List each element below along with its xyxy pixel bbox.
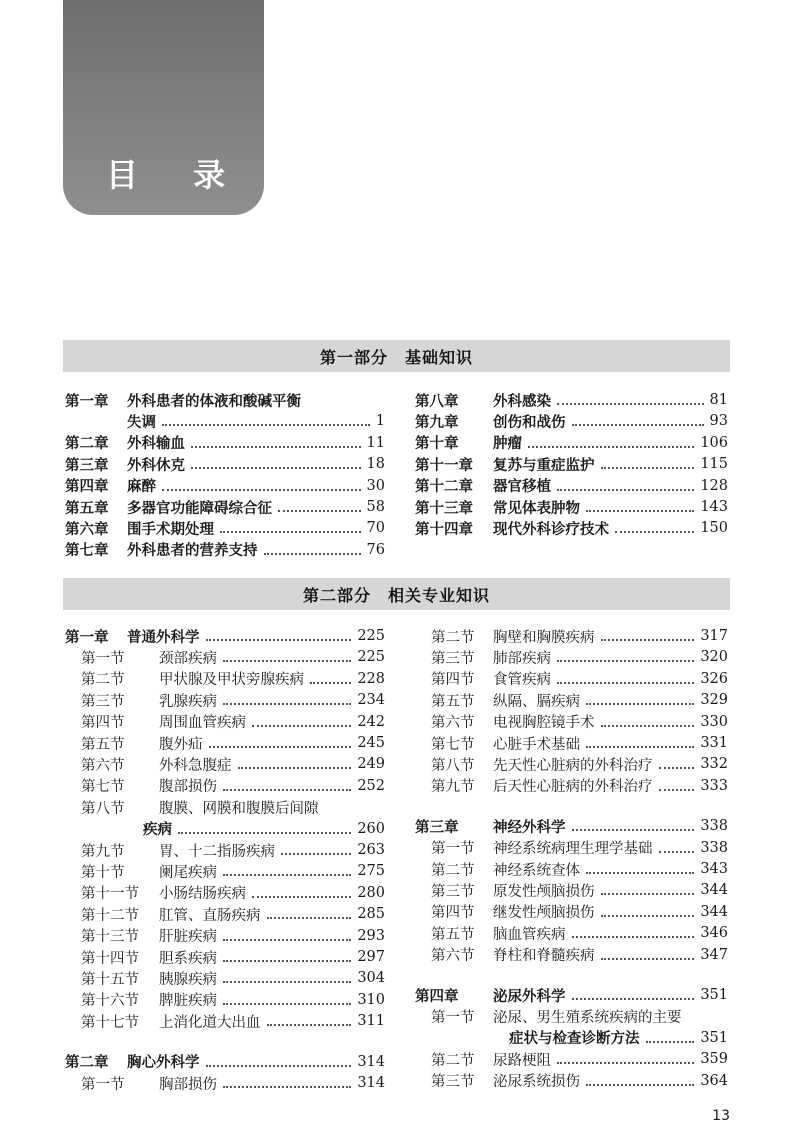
toc-entry-label: 第八节 (431, 757, 475, 774)
toc-entry (415, 517, 728, 539)
toc-entry-title: 小肠结肠疾病 (159, 886, 246, 903)
toc-entry-page: 285 (357, 906, 385, 923)
toc-entry-label: 第十四节 (81, 950, 139, 967)
toc-leader-dots (659, 767, 695, 769)
toc-entry (431, 775, 728, 797)
toc-entry-label: 第七节 (81, 779, 125, 796)
toc-entry (81, 753, 385, 775)
toc-entry-page: 115 (700, 456, 728, 473)
toc-entry (65, 539, 385, 561)
toc-entry (415, 410, 728, 432)
toc-leader-dots (601, 639, 695, 641)
toc-leader-dots (646, 1041, 695, 1043)
toc-leader-dots (223, 874, 351, 876)
toc-leader-dots (586, 510, 694, 512)
toc-leader-dots (267, 1024, 352, 1026)
toc-entry-label: 第五章 (65, 500, 109, 517)
toc-entry-page: 263 (357, 842, 385, 858)
toc-leader-dots (557, 1062, 694, 1064)
toc-entry-title: 胸心外科学 (127, 1055, 200, 1072)
toc-entry-label: 第十三章 (415, 500, 473, 517)
toc-leader-dots (162, 424, 370, 426)
toc-entry (65, 625, 385, 647)
toc-entry-title: 尿路梗阻 (493, 1052, 551, 1069)
toc-entry-title: 肛管、直肠疾病 (159, 907, 261, 924)
toc-leader-dots (162, 489, 361, 491)
toc-entry-label: 第三章 (65, 457, 109, 474)
toc-entry-label: 第一章 (65, 393, 109, 410)
toc-entry-page: 234 (357, 692, 385, 709)
toc-entry (431, 668, 728, 690)
toc-entry-label: 第一节 (81, 650, 125, 667)
toc-entry-page: 242 (357, 713, 385, 730)
toc-entry-label: 第六节 (81, 757, 125, 774)
toc-entry-label: 第十节 (81, 864, 125, 881)
toc-entry-page: 331 (700, 735, 728, 751)
toc-entry-title: 外科患者的营养支持 (127, 543, 258, 560)
toc-entry-title: 神经外科学 (493, 819, 566, 836)
toc-entry-page: 314 (357, 1075, 385, 1091)
toc-leader-dots (572, 424, 704, 426)
toc-entry-title: 继发性颅脑损伤 (493, 905, 595, 922)
toc-entry (431, 753, 728, 775)
toc-entry-label: 第四节 (431, 672, 475, 689)
toc-entry (65, 1051, 385, 1073)
toc-leader-dots (586, 872, 694, 874)
toc-entry-title: 肝脏疾病 (159, 929, 217, 946)
toc-entry-page: 332 (700, 756, 728, 773)
toc-entry-page: 343 (700, 861, 728, 877)
toc-entry (431, 901, 728, 923)
toc-entry (81, 711, 385, 733)
toc-entry-title: 围手术期处理 (127, 521, 214, 538)
toc-entry-label: 第三章 (415, 819, 459, 836)
toc-leader-dots (223, 960, 351, 962)
toc-entry-title: 外科急腹症 (159, 757, 232, 774)
toc-entry (65, 389, 385, 411)
toc-entry-title: 乳腺疾病 (159, 693, 217, 710)
toc-entry-page: 293 (357, 927, 385, 944)
toc-entry-title: 器官移植 (493, 479, 551, 496)
toc-entry (65, 410, 385, 432)
toc-entry-label: 第一章 (65, 629, 109, 646)
toc-leader-dots (281, 853, 351, 855)
toc-entry (431, 1048, 728, 1070)
toc-entry-title: 外科输血 (127, 436, 185, 453)
toc-leader-dots (220, 531, 361, 533)
toc-leader-dots (615, 531, 694, 533)
toc-entry-page: 150 (700, 520, 728, 537)
toc-entry-page: 314 (357, 1053, 385, 1070)
toc-entry-page: 228 (357, 670, 385, 687)
toc-leader-dots (572, 998, 695, 1000)
toc-entry-page: 280 (357, 884, 385, 901)
toc-entry-page: 249 (357, 756, 385, 773)
toc-entry-label: 第九节 (81, 843, 125, 860)
part-two-header (63, 578, 730, 610)
toc-entry-title: 疾病 (143, 822, 172, 839)
toc-leader-dots (557, 660, 694, 662)
toc-entry-page: 320 (700, 649, 728, 666)
toc-entry (431, 1070, 728, 1092)
toc-entry-title: 外科患者的体液和酸碱平衡 (127, 393, 301, 410)
toc-entry-label: 第二章 (65, 436, 109, 453)
toc-leader-dots (601, 915, 695, 917)
toc-leader-dots (223, 939, 351, 941)
toc-entry-page: 18 (366, 456, 385, 473)
toc-entry-page: 245 (357, 735, 385, 751)
toc-entry (431, 646, 728, 668)
toc-leader-dots (223, 703, 351, 705)
toc-entry-page: 333 (700, 777, 728, 794)
toc-leader-dots (209, 746, 352, 748)
toc-entry-label: 第六节 (431, 948, 475, 965)
toc-leader-dots (586, 703, 694, 705)
toc-entry-label: 第三节 (431, 650, 475, 667)
toc-entry-title: 胆系疾病 (159, 950, 217, 967)
toc-entry-page: 344 (700, 882, 728, 899)
toc-entry (431, 689, 728, 711)
toc-entry (81, 946, 385, 968)
part-one-title: 第一部分 基础知识 (319, 347, 473, 367)
toc-entry (81, 796, 385, 818)
toc-leader-dots (659, 851, 695, 853)
toc-leader-dots (572, 936, 695, 938)
toc-entry-label: 第二节 (431, 862, 475, 879)
toc-entry-title: 纵隔、膈疾病 (493, 693, 580, 710)
toc-entry-title: 脊柱和脊髓疾病 (493, 948, 595, 965)
toc-entry-page: 70 (366, 520, 385, 537)
toc-entry (431, 625, 728, 647)
toc-entry (415, 432, 728, 454)
toc-entry-page: 11 (366, 434, 385, 451)
toc-entry-label: 第十二节 (81, 907, 139, 924)
toc-leader-dots (586, 746, 694, 748)
toc-entry (81, 860, 385, 882)
toc-entry-label: 第三节 (431, 1074, 475, 1091)
toc-entry-page: 347 (700, 946, 728, 963)
toc-entry-label: 第十六节 (81, 993, 139, 1010)
toc-entry-page: 93 (709, 413, 728, 430)
toc-entry-title: 泌尿外科学 (493, 988, 566, 1005)
toc-leader-dots (557, 403, 704, 405)
toc-entry-title: 胰腺疾病 (159, 971, 217, 988)
toc-entry-label: 第六章 (65, 521, 109, 538)
toc-entry-page: 1 (375, 413, 385, 430)
toc-entry-title: 多器官功能障碍综合征 (127, 500, 272, 517)
toc-entry (415, 815, 728, 837)
toc-leader-dots (223, 789, 351, 791)
toc-entry (415, 475, 728, 497)
toc-entry (81, 839, 385, 861)
toc-entry-title: 脾脏疾病 (159, 993, 217, 1010)
toc-entry-title: 甲状腺及甲状旁腺疾病 (159, 672, 304, 689)
toc-entry-label: 第十章 (415, 436, 459, 453)
toc-entry-title: 现代外科诊疗技术 (493, 521, 609, 538)
toc-entry-page: 338 (700, 818, 728, 835)
toc-entry-page: 304 (357, 970, 385, 987)
toc-entry (431, 922, 728, 944)
toc-entry-label: 第十四章 (415, 521, 473, 538)
toc-entry-page: 106 (700, 434, 728, 451)
toc-entry-title: 阑尾疾病 (159, 864, 217, 881)
toc-leader-dots (264, 553, 361, 555)
toc-leader-dots (223, 1086, 351, 1088)
toc-leader-dots (223, 660, 351, 662)
toc-entry-label: 第四章 (415, 988, 459, 1005)
toc-entry-page: 76 (366, 541, 385, 558)
toc-entry-page: 81 (709, 392, 728, 408)
toc-entry-label: 第四节 (431, 905, 475, 922)
toc-entry (81, 882, 385, 904)
toc-entry (65, 475, 385, 497)
toc-entry (431, 711, 728, 733)
toc-entry-title: 普通外科学 (127, 629, 200, 646)
toc-entry-label: 第十二章 (415, 479, 473, 496)
toc-entry-label: 第四节 (81, 715, 125, 732)
toc-entry-label: 第十五节 (81, 971, 139, 988)
toc-leader-dots (310, 682, 351, 684)
toc-entry (81, 689, 385, 711)
toc-leader-dots (601, 958, 695, 960)
toc-entry-label: 第十一章 (415, 457, 473, 474)
toc-entry-title: 脑血管疾病 (493, 926, 566, 943)
toc-entry-page: 326 (700, 670, 728, 687)
toc-entry-page: 30 (366, 477, 385, 494)
toc-entry-page: 275 (357, 863, 385, 880)
toc-leader-dots (206, 639, 352, 641)
toc-entry-label: 第九章 (415, 414, 459, 431)
toc-entry (415, 984, 728, 1006)
toc-entry-title: 复苏与重症监护 (493, 457, 595, 474)
part-one-header (63, 340, 730, 372)
toc-entry-title: 腹部损伤 (159, 779, 217, 796)
toc-entry-title: 腹膜、网膜和腹膜后间隙 (159, 800, 319, 817)
toc-entry-label: 第一节 (81, 1076, 125, 1093)
toc-entry-title: 胸壁和胸膜疾病 (493, 629, 595, 646)
toc-entry-page: 351 (700, 1029, 728, 1046)
toc-entry (81, 668, 385, 690)
toc-entry-page: 364 (700, 1072, 728, 1089)
toc-entry (415, 1027, 728, 1049)
toc-entry-page: 252 (357, 777, 385, 794)
toc-entry-label: 第二节 (81, 672, 125, 689)
toc-leader-dots (252, 896, 351, 898)
toc-entry-title: 周围血管疾病 (159, 715, 246, 732)
toc-entry-title: 食管疾病 (493, 672, 551, 689)
toc-entry (431, 879, 728, 901)
toc-entry (431, 1005, 728, 1027)
toc-entry-label: 第八节 (81, 800, 125, 817)
toc-entry-page: 317 (700, 628, 728, 644)
toc-leader-dots (586, 1084, 694, 1086)
toc-entry-title: 胃、十二指肠疾病 (159, 843, 275, 860)
toc-entry (81, 646, 385, 668)
toc-leader-dots (659, 789, 695, 791)
toc-leader-dots (278, 510, 361, 512)
toc-entry-title: 神经系统查体 (493, 862, 580, 879)
toc-entry-page: 338 (700, 839, 728, 856)
toc-entry-label: 第五节 (431, 693, 475, 710)
toc-entry-title: 先天性心脏病的外科治疗 (493, 757, 653, 774)
toc-entry-page: 225 (357, 649, 385, 666)
toc-entry-title: 电视胸腔镜手术 (493, 715, 595, 732)
toc-entry-label: 第二章 (65, 1055, 109, 1072)
toc-entry (65, 818, 385, 840)
toc-leader-dots (557, 682, 694, 684)
toc-entry (431, 732, 728, 754)
toc-entry-title: 颈部疾病 (159, 650, 217, 667)
toc-entry-label: 第六节 (431, 715, 475, 732)
toc-entry-title: 外科感染 (493, 393, 551, 410)
toc-leader-dots (238, 767, 352, 769)
toc-entry (81, 732, 385, 754)
toc-entry-title: 泌尿、男生殖系统疾病的主要 (493, 1009, 682, 1026)
toc-entry-title: 症状与检查诊断方法 (509, 1031, 640, 1048)
toc-entry-label: 第三节 (431, 883, 475, 900)
toc-leader-dots (252, 725, 351, 727)
toc-entry-title: 上消化道大出血 (159, 1014, 261, 1031)
toc-leader-dots (267, 917, 352, 919)
toc-entry-label: 第七章 (65, 543, 109, 560)
toc-entry-title: 原发性颅脑损伤 (493, 883, 595, 900)
toc-entry-label: 第十三节 (81, 929, 139, 946)
toc-leader-dots (528, 446, 694, 448)
part-two-title: 第二部分 相关专业知识 (302, 585, 490, 605)
toc-entry-page: 359 (700, 1051, 728, 1068)
toc-entry-label: 第四章 (65, 479, 109, 496)
toc-entry-page: 225 (357, 628, 385, 644)
toc-entry-label: 第一节 (431, 841, 475, 858)
toc-entry-label: 第八章 (415, 393, 459, 410)
toc-entry-page: 311 (357, 1013, 385, 1030)
toc-entry (415, 389, 728, 411)
toc-entry-title: 创伤和战伤 (493, 414, 566, 431)
toc-entry-page: 58 (366, 499, 385, 515)
toc-leader-dots (601, 893, 695, 895)
toc-entry-page: 297 (357, 949, 385, 965)
page-number: 13 (712, 1108, 730, 1124)
toc-leader-dots (223, 1003, 351, 1005)
toc-entry-label: 第五节 (431, 926, 475, 943)
toc-leader-dots (557, 489, 694, 491)
toc-entry (81, 1072, 385, 1094)
toc-entry-label: 第二节 (431, 1052, 475, 1069)
toc-entry (81, 1010, 385, 1032)
toc-entry-title: 常见体表肿物 (493, 500, 580, 517)
toc-entry-page: 143 (700, 499, 728, 515)
toc-entry (81, 775, 385, 797)
toc-leader-dots (223, 981, 351, 983)
toc-entry-title: 泌尿系统损伤 (493, 1074, 580, 1091)
toc-entry-title: 失调 (127, 414, 156, 431)
toc-entry-page: 330 (700, 713, 728, 730)
toc-entry-label: 第一节 (431, 1009, 475, 1026)
toc-entry (415, 453, 728, 475)
toc-leader-dots (191, 467, 361, 469)
toc-entry (81, 903, 385, 925)
toc-entry (415, 496, 728, 518)
toc-entry (65, 453, 385, 475)
toc-entry-title: 肺部疾病 (493, 650, 551, 667)
toc-entry-label: 第二节 (431, 629, 475, 646)
toc-entry-title: 外科休克 (127, 457, 185, 474)
toc-entry-page: 351 (700, 987, 728, 1003)
title-banner (63, 0, 264, 215)
toc-entry-page: 329 (700, 692, 728, 709)
toc-entry-title: 胸部损伤 (159, 1076, 217, 1093)
toc-entry-page: 310 (357, 991, 385, 1008)
toc-entry (431, 858, 728, 880)
toc-entry (81, 967, 385, 989)
toc-entry (431, 944, 728, 966)
toc-entry-title: 心脏手术基础 (493, 736, 580, 753)
toc-entry (65, 517, 385, 539)
toc-entry-label: 第五节 (81, 736, 125, 753)
toc-leader-dots (601, 467, 695, 469)
toc-entry-title: 后天性心脏病的外科治疗 (493, 779, 653, 796)
toc-entry-page: 260 (357, 820, 385, 837)
toc-entry (65, 496, 385, 518)
toc-entry-title: 腹外疝 (159, 736, 203, 753)
toc-entry-label: 第十七节 (81, 1014, 139, 1031)
toc-entry-label: 第三节 (81, 693, 125, 710)
toc-entry-page: 128 (700, 477, 728, 494)
toc-entry-title: 肿瘤 (493, 436, 522, 453)
toc-leader-dots (572, 829, 695, 831)
toc-entry (65, 432, 385, 454)
toc-entry-label: 第九节 (431, 779, 475, 796)
page-title: 目 录 (106, 156, 248, 194)
toc-entry-page: 344 (700, 903, 728, 920)
toc-entry-page: 346 (700, 925, 728, 942)
toc-leader-dots (601, 725, 695, 727)
toc-entry (81, 925, 385, 947)
toc-leader-dots (178, 832, 351, 834)
toc-leader-dots (206, 1065, 352, 1067)
toc-entry-title: 麻醉 (127, 479, 156, 496)
toc-entry-label: 第七节 (431, 736, 475, 753)
toc-entry-title: 神经系统病理生理学基础 (493, 841, 653, 858)
toc-entry-label: 第十一节 (81, 886, 139, 903)
toc-entry (81, 989, 385, 1011)
toc-entry (431, 837, 728, 859)
toc-leader-dots (191, 446, 361, 448)
